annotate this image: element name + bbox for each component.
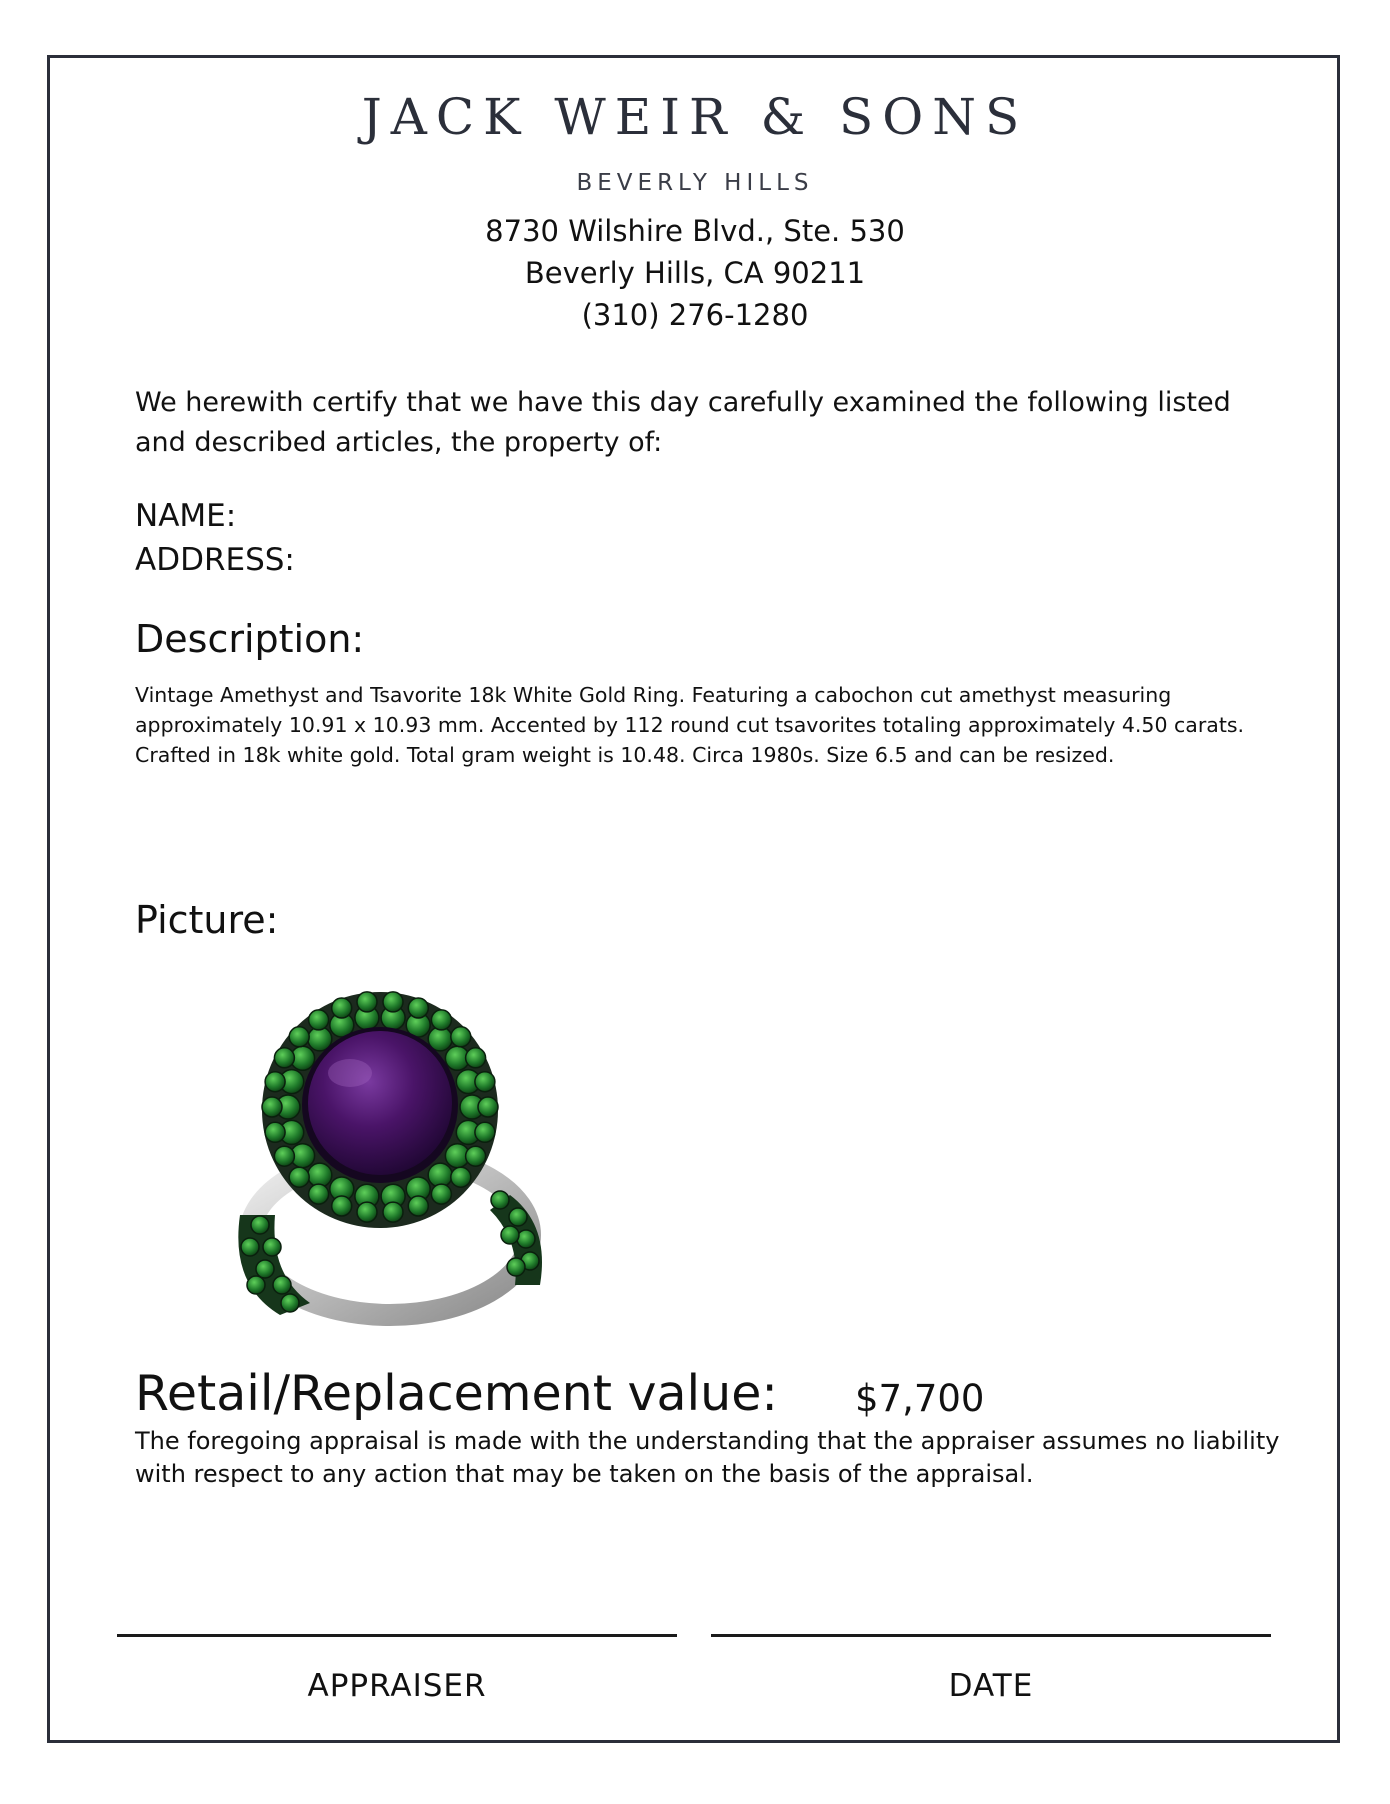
ring-image <box>220 985 580 1345</box>
tsavorite-stone <box>251 1216 269 1234</box>
description-text: Vintage Amethyst and Tsavorite 18k White Gold Ring. Featuring a cabochon cut amethyst measuring approximately 10.91 x 10.93 mm. Accented by 112 round cut tsavorites totaling approximately 4.50 carats. Crafted in 18k white gold. Total gram weight is 10.48. Circa 1980s. Size 6.5 and can be resized. <box>135 683 1245 767</box>
tsavorite-stone <box>517 1230 535 1248</box>
tsavorite-stone <box>451 1167 471 1187</box>
tsavorite-stone <box>273 1276 291 1294</box>
picture-heading: Picture: <box>135 898 279 942</box>
tsavorite-stone <box>274 1146 294 1166</box>
tsavorite-stone <box>289 1027 309 1047</box>
tsavorite-stone <box>507 1258 525 1276</box>
description-heading: Description: <box>135 617 365 661</box>
tsavorite-stone <box>408 1196 428 1216</box>
appraiser-signature-line <box>117 1634 677 1637</box>
tsavorite-stone <box>431 1184 451 1204</box>
address-line-1: 8730 Wilshire Blvd., Ste. 530 <box>485 214 905 248</box>
tsavorite-stone <box>281 1294 299 1312</box>
tsavorite-stone <box>357 1202 377 1222</box>
certification-text: We herewith certify that we have this day carefully examined the following listed and described articles, the property of: <box>135 387 1231 458</box>
tsavorite-stone <box>241 1238 259 1256</box>
tsavorite-stone <box>289 1167 309 1187</box>
tsavorite-stone <box>262 1097 282 1117</box>
tsavorite-stone <box>263 1238 281 1256</box>
tsavorite-stone <box>247 1276 265 1294</box>
tsavorite-stone <box>383 1202 403 1222</box>
name-field-label: NAME: <box>135 498 237 534</box>
brand-location: BEVERLY HILLS <box>576 170 814 196</box>
tsavorite-stone <box>265 1072 285 1092</box>
amethyst-highlight <box>328 1059 372 1087</box>
value-label: Retail/Replacement value: <box>135 1365 778 1422</box>
tsavorite-stone <box>408 998 428 1018</box>
tsavorite-stone <box>501 1226 519 1244</box>
tsavorite-stone <box>256 1260 274 1278</box>
appraiser-label: APPRAISER <box>307 1668 487 1704</box>
tsavorite-stone <box>274 1048 294 1068</box>
disclaimer-text: The foregoing appraisal is made with the understanding that the appraiser assumes no liability with respect to any action that may be taken on the basis of the appraisal. <box>135 1427 1280 1488</box>
address-line-2: Beverly Hills, CA 90211 <box>524 256 866 290</box>
tsavorite-stone <box>478 1097 498 1117</box>
tsavorite-stone <box>509 1208 527 1226</box>
tsavorite-stone <box>309 1184 329 1204</box>
value-amount: $7,700 <box>855 1377 985 1420</box>
amethyst-cabochon <box>308 1031 452 1175</box>
tsavorite-stone <box>357 992 377 1012</box>
tsavorite-stone <box>475 1072 495 1092</box>
tsavorite-stone <box>475 1122 495 1142</box>
store-address <box>0 210 1390 336</box>
tsavorite-stone <box>332 1196 352 1216</box>
tsavorite-stone <box>332 998 352 1018</box>
tsavorite-stone <box>491 1191 509 1209</box>
tsavorite-stone <box>451 1027 471 1047</box>
tsavorite-stone <box>466 1146 486 1166</box>
phone-number: (310) 276-1280 <box>581 298 809 332</box>
ring-illustration <box>220 985 580 1345</box>
tsavorite-stone <box>265 1122 285 1142</box>
date-signature-line <box>711 1634 1271 1637</box>
tsavorite-stone <box>383 992 403 1012</box>
tsavorite-stone <box>309 1010 329 1030</box>
date-label: DATE <box>948 1668 1034 1704</box>
address-field-label: ADDRESS: <box>135 542 295 578</box>
tsavorite-stone <box>466 1048 486 1068</box>
brand-name: JACK WEIR & SONS <box>361 88 1029 146</box>
tsavorite-stone <box>431 1010 451 1030</box>
